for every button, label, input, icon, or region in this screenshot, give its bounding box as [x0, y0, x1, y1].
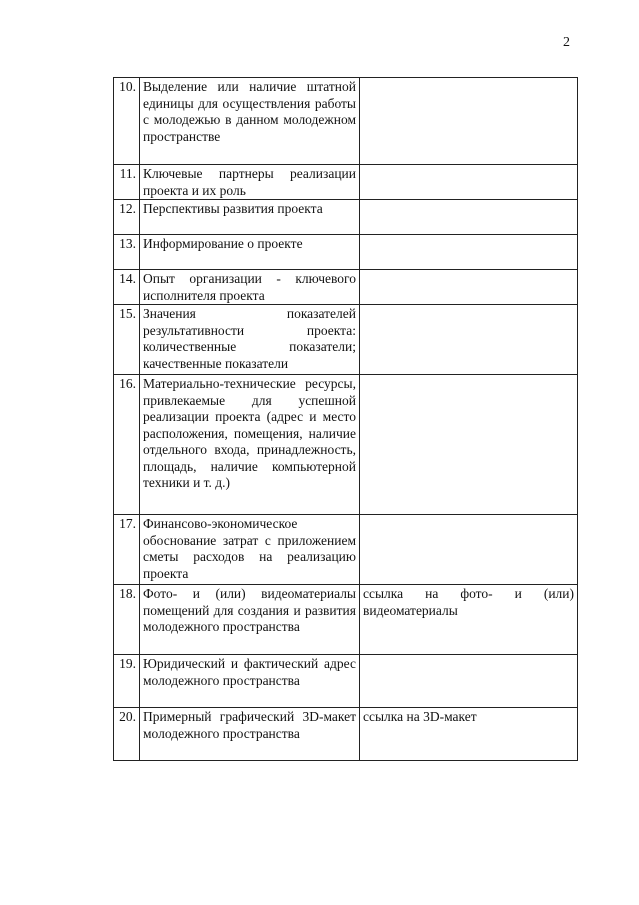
- row-label: Перспективы развития проекта: [140, 200, 360, 235]
- table-row: [114, 305, 578, 375]
- row-number: 18.: [114, 585, 140, 655]
- row-value: [360, 165, 578, 200]
- row-value: [360, 200, 578, 235]
- table-row: [114, 708, 578, 761]
- row-label: Примерный графический 3D-макет молодежного пространства: [140, 708, 360, 761]
- row-value: [360, 515, 578, 585]
- row-value: [360, 235, 578, 270]
- row-number: 15.: [114, 305, 140, 375]
- table-row: [114, 78, 578, 165]
- row-number: 12.: [114, 200, 140, 235]
- form-table: [113, 77, 578, 761]
- row-number: 16.: [114, 375, 140, 515]
- row-label: Юридический и фактический адрес молодежного пространства: [140, 655, 360, 708]
- row-label: Фото- и (или) видеоматериалы помещений для создания и развития молодежного пространства: [140, 585, 360, 655]
- row-number: 20.: [114, 708, 140, 761]
- page-number: 2: [563, 35, 570, 50]
- row-number: 19.: [114, 655, 140, 708]
- table-row: [114, 200, 578, 235]
- table-row: [114, 270, 578, 305]
- row-value: ссылка на фото- и (или) видеоматериалы: [360, 585, 578, 655]
- table-row: [114, 585, 578, 655]
- row-label: Информирование о проекте: [140, 235, 360, 270]
- table-row: [114, 655, 578, 708]
- row-value: ссылка на 3D-макет: [360, 708, 578, 761]
- row-value: [360, 78, 578, 165]
- row-label: Материально-технические ресурсы, привлекаемые для успешной реализации проекта (адрес и место расположения, помещения, наличие отдельного входа, принадлежность, площадь, наличие компьютерной техники и т. д.): [140, 375, 360, 515]
- row-number: 11.: [114, 165, 140, 200]
- row-label: Ключевые партнеры реализации проекта и их роль: [140, 165, 360, 200]
- row-value: [360, 375, 578, 515]
- row-number: 13.: [114, 235, 140, 270]
- row-number: 17.: [114, 515, 140, 585]
- table-row: [114, 165, 578, 200]
- row-number: 14.: [114, 270, 140, 305]
- row-label: Выделение или наличие штатной единицы для осуществления работы с молодежью в данном молодежном пространстве: [140, 78, 360, 165]
- row-value: [360, 270, 578, 305]
- row-label: Значения показателей результативности проекта: количественные показатели; качественные показатели: [140, 305, 360, 375]
- row-value: [360, 305, 578, 375]
- table-row: [114, 375, 578, 515]
- table-row: [114, 235, 578, 270]
- row-number: 10.: [114, 78, 140, 165]
- row-value: [360, 655, 578, 708]
- table-row: [114, 515, 578, 585]
- row-label: Опыт организации - ключевого исполнителя проекта: [140, 270, 360, 305]
- row-label: Финансово-экономическое обоснование затрат с приложением сметы расходов на реализацию проекта: [140, 515, 360, 585]
